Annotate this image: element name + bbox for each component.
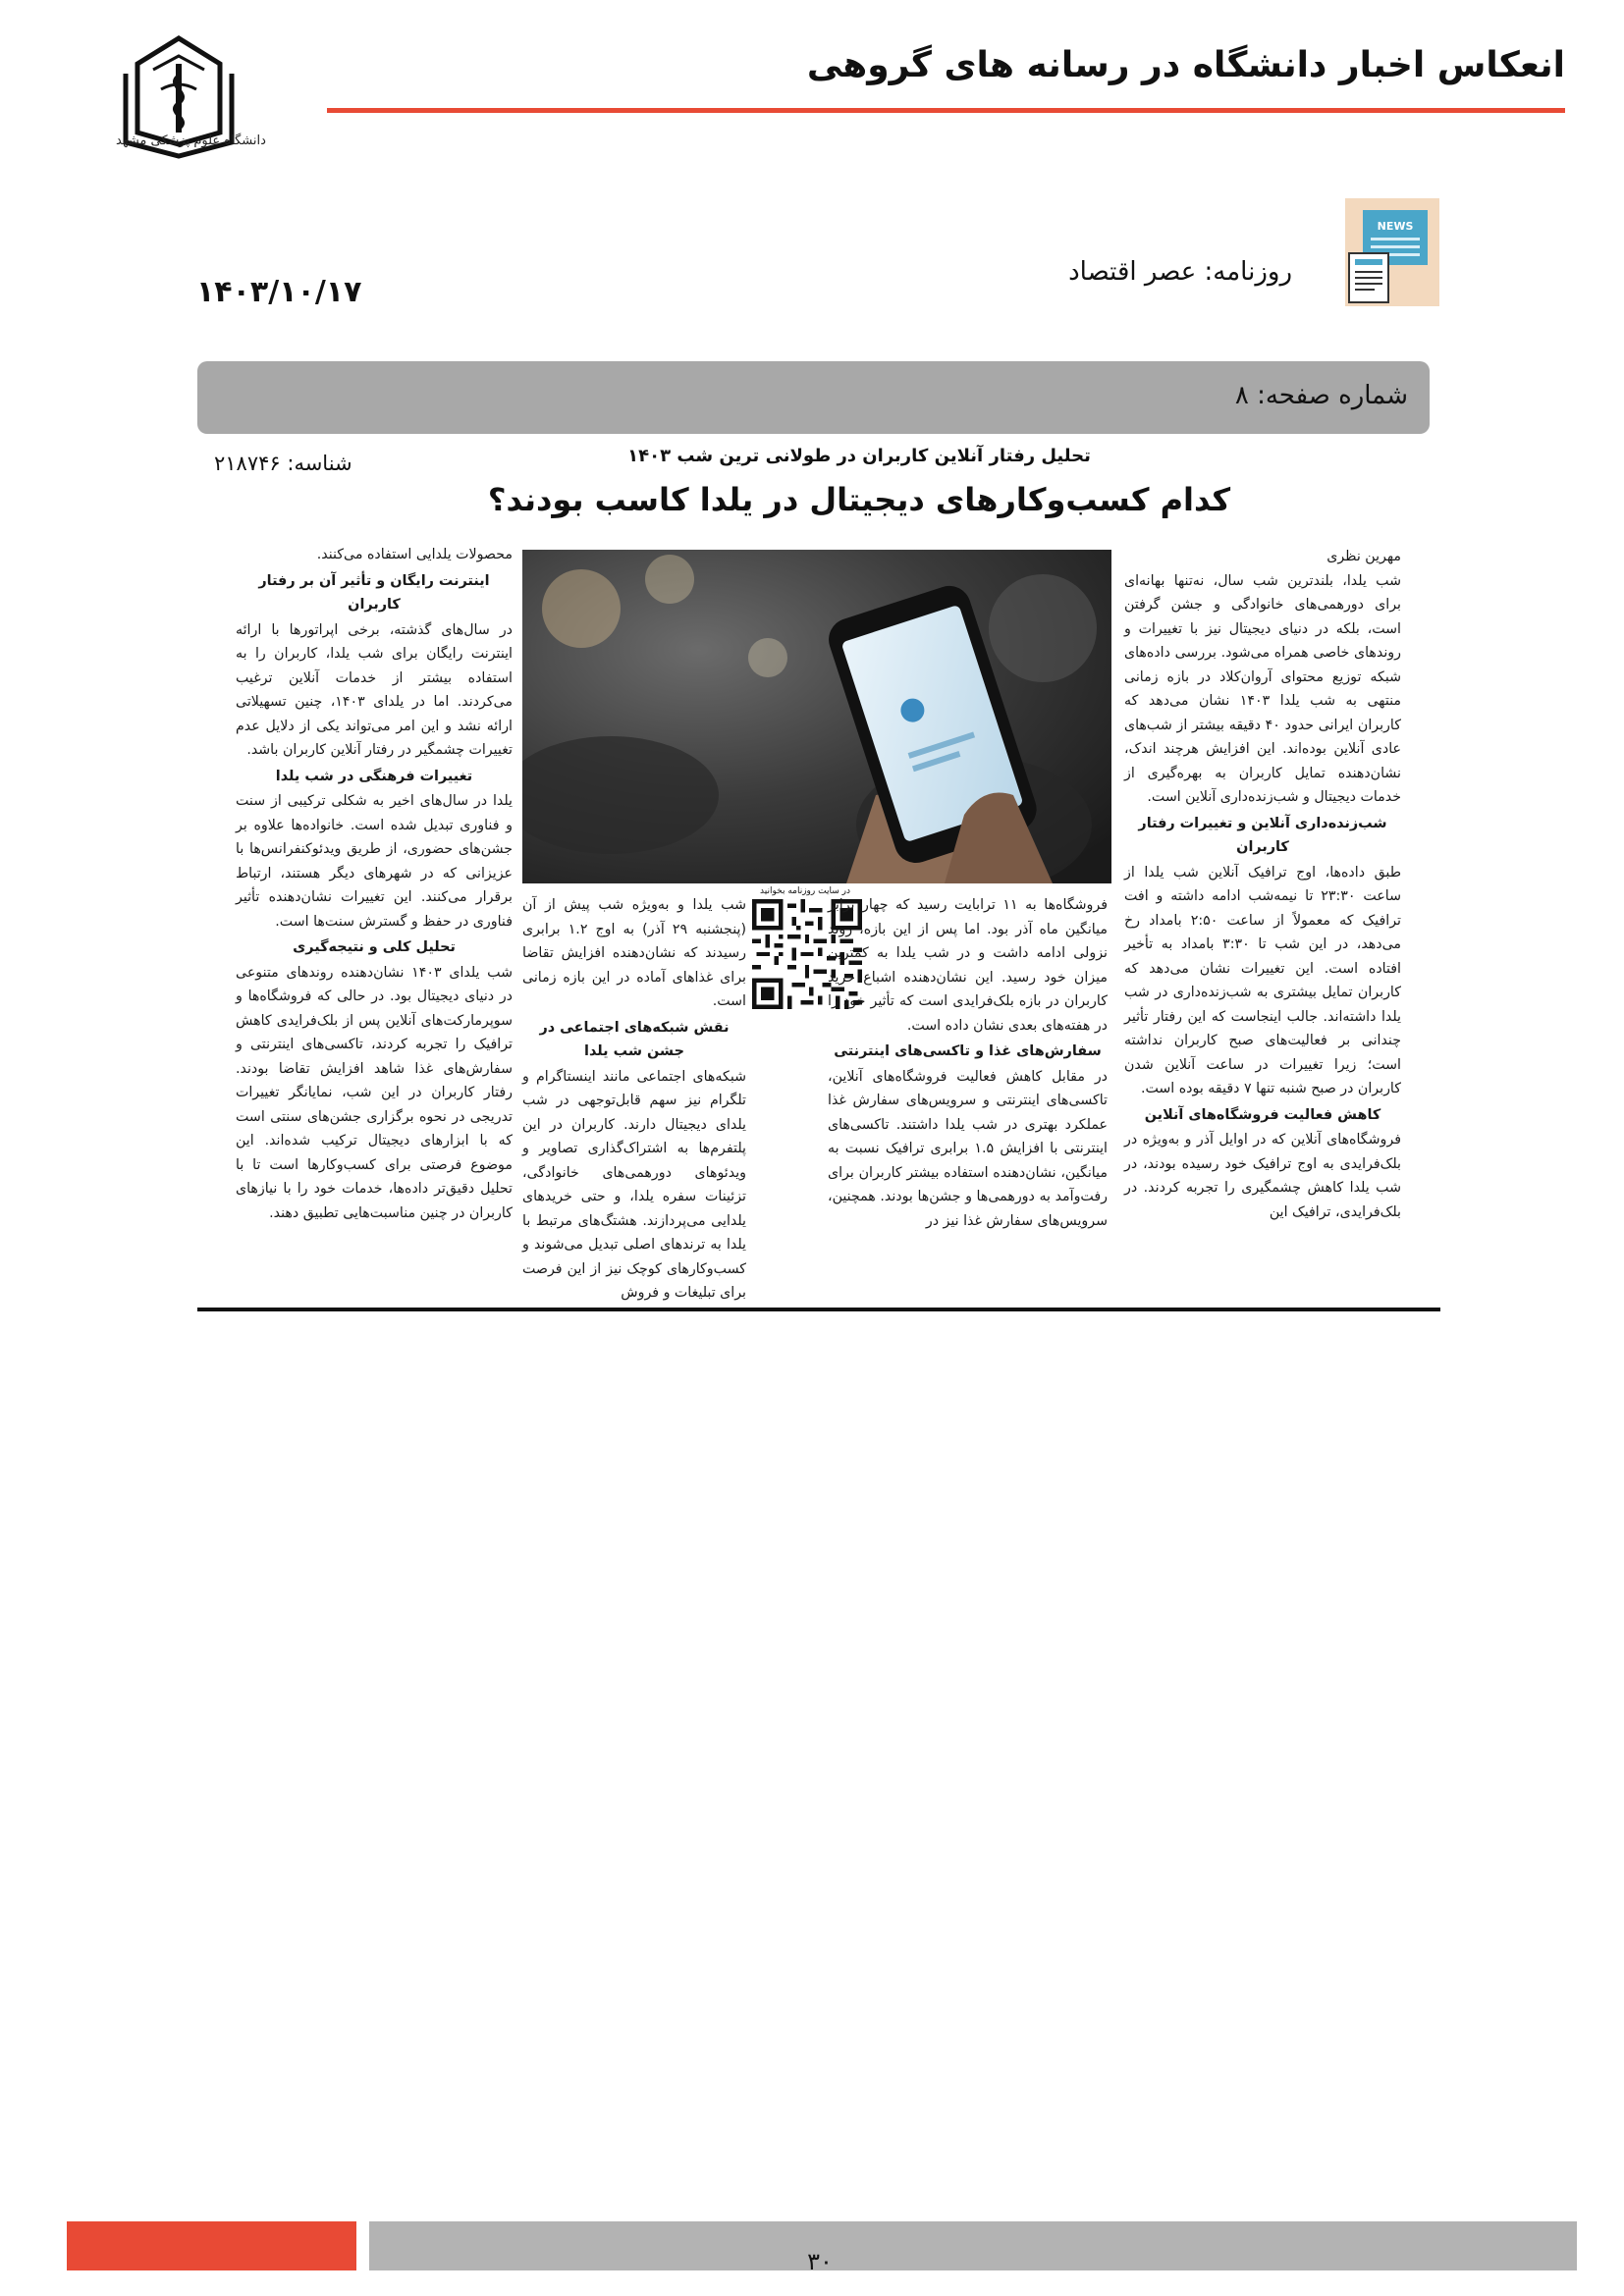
page-number-bar [197, 361, 1430, 434]
footer-bar [369, 2221, 1577, 2270]
logo-text: دانشگاه علوم پزشکی مشهد [116, 133, 266, 148]
article-paragraph: محصولات یلدایی استفاده می‌کنند. [316, 547, 513, 562]
section-heading: اینترنت رایگان و تأثیر آن بر رفتار کاربران [258, 572, 490, 613]
section-heading: تغییرات فرهنگی در شب یلدا [275, 768, 473, 784]
section-heading: نقش شبکه‌های اجتماعی در جشن شب یلدا [539, 1019, 730, 1059]
page-number: ۳۰ [807, 2248, 833, 2275]
article-bottom-rule [197, 1308, 1440, 1311]
article-paragraph: فروشگاه‌ها به ۱۱ ترابایت رسید که چهار برابر میانگین ماه آذر بود. اما پس از این بازه، روند نزولی ادامه داشت و در شب یلدا به کمترین میزان خود رسید. این نشان‌دهنده اشباع خرید کاربران در بازه بلک‌فرایدی است که تأثیر خود را در هفته‌های بعدی نشان داده است. [828, 897, 1108, 1034]
article-column-4 [236, 543, 513, 1225]
publish-date: ۱۴۰۳/۱۰/۱۷ [196, 275, 362, 309]
article-paragraph: در مقابل کاهش فعالیت فروشگاه‌های آنلاین، تاکسی‌های اینترنتی و سرویس‌های سفارش غذا عملکرد بهتری در شب یلدا داشتند. تاکسی‌های اینترنتی با افزایش ۱.۵ برابری ترافیک نسبت به میانگین، نشان‌دهنده استفاده بیشتر کاربران برای رفت‌وآمد به دورهمی‌ها و جشن‌ها بودند. همچنین، سرویس‌های سفارش غذا نیز در [828, 1068, 1108, 1229]
article-paragraph: شب یلدای ۱۴۰۳ نشان‌دهنده روندهای متنوعی در دنیای دیجیتال بود. در حالی که فروشگاه‌ها و سوپرمارکت‌های آنلاین پس از بلک‌فرایدی کاهش ترافیک را تجربه کردند، تاکسی‌های اینترنتی و سفارش‌های غذا شاهد افزایش تقاضا بودند. رفتار کاربران در این شب، نمایانگر تغییرات تدریجی در نحوه برگزاری جشن‌های سنتی است که با ابزارهای دیجیتال ترکیب شده‌اند. این موضوع فرصتی برای کسب‌وکارها است تا با تحلیل دقیق‌تر داده‌ها، خدمات خود را با نیازهای کاربران در چنین مناسبت‌هایی تطبیق دهند. [236, 964, 513, 1221]
article-paragraph: فروشگاه‌های آنلاین که در اوایل آذر و به‌ویژه در بلک‌فرایدی به اوج ترافیک خود رسیده بودند، در شب یلدا کاهش چشمگیری را تجربه کردند. در بلک‌فرایدی، ترافیک این [1124, 1132, 1401, 1220]
section-heading: شب‌زنده‌داری آنلاین و تغییرات رفتار کاربران [1138, 815, 1387, 855]
qr-caption: در سایت روزنامه بخوانید [760, 886, 850, 896]
page-number-label: شماره صفحه: ۸ [1234, 381, 1408, 410]
article-paragraph: شب یلدا، بلندترین شب سال، نه‌تنها بهانه‌ای برای دورهمی‌های خانوادگی و جشن گرفتن است، بلکه در دنیای دیجیتال نیز با تغییرات و روندهای خاصی همراه می‌شود. بررسی داده‌های شبکه توزیع محتوای آروان‌کلاد در بازه زمانی منتهی به شب یلدا ۱۴۰۳ نشان می‌دهد که کاربران ایرانی حدود ۴۰ دقیقه بیشتر از شب‌های عادی آنلاین بوده‌اند. این افزایش هرچند اندک، نشان‌دهنده تمایل کاربران به بهره‌گیری از خدمات دیجیتال و شب‌زنده‌داری آنلاین است. [1124, 572, 1401, 805]
article-column-3 [522, 893, 746, 1306]
article-headline: کدام کسب‌وکارهای دیجیتال در یلدا کاسب بودند؟ [487, 481, 1231, 518]
article-column-2 [828, 893, 1108, 1233]
header-divider [327, 108, 1565, 113]
article-paragraph: یلدا در سال‌های اخیر به شکلی ترکیبی از سنت و فناوری تبدیل شده است. خانواده‌ها علاوه بر جشن‌های حضوری، از طریق ویدئوکنفرانس‌ها با عزیزانی که در شهرهای دیگر هستند، ارتباط برقرار می‌کنند. این تغییرات نشان‌دهنده تأثیر فناوری در حفظ و گسترش سنت‌ها است. [236, 793, 513, 930]
article-paragraph: طبق داده‌ها، اوج ترافیک آنلاین شب یلدا از ساعت ۲۳:۳۰ تا نیمه‌شب ادامه داشته و افت ترافیک که معمولاً از ساعت ۲:۵۰ بامداد رخ می‌دهد، در این شب تا ۳:۳۰ بامداد به تأخیر افتاده است. این تغییرات نشان می‌دهد که کاربران تمایل بیشتری به شب‌زنده‌داری در شب یلدا داشته‌اند. جالب اینجاست که این رفتار تأثیر چندانی بر فعالیت‌های صبح کاربران نداشته است؛ زیرا تغییرات در ساعت آنلاین شدن کاربران در صبح شنبه تنها ۷ دقیقه بوده است. [1124, 864, 1402, 1096]
article-column-1 [1124, 545, 1401, 1224]
section-heading: کاهش فعالیت فروشگاه‌های آنلاین [1144, 1106, 1381, 1123]
article-code: شناسه: ۲۱۸۷۴۶ [214, 452, 352, 475]
article-paragraph: شب یلدا و به‌ویژه شب پیش از آن (پنجشنبه ۲۹ آذر) به اوج ۱.۲ برابری رسیدند که نشان‌دهنده افزایش تقاضا برای غذاهای آماده در این بازه زمانی است. [522, 897, 746, 1009]
news-icon-label: NEWS [1377, 220, 1414, 233]
article-paragraph: شبکه‌های اجتماعی مانند اینستاگرام و تلگرام نیز سهم قابل‌توجهی در شب یلدای دیجیتال دارند. کاربران در این پلتفرم‌ها به اشتراک‌گذاری تصاویر و ویدئوهای دورهمی‌های خانوادگی، تزئینات سفره یلدا، و حتی خریدهای یلدایی می‌پردازند. هشتگ‌های مرتبط با یلدا به ترندهای اصلی تبدیل می‌شوند و کسب‌وکارهای کوچک نیز از این فرصت برای تبلیغات و فروش [522, 1068, 746, 1301]
section-heading: سفارش‌های غذا و تاکسی‌های اینترنتی [834, 1043, 1102, 1059]
header-title: انعکاس اخبار دانشگاه در رسانه های گروهی [806, 45, 1565, 85]
article-author: مهرین نظری [1326, 549, 1401, 564]
newspaper-icon [1345, 198, 1439, 306]
section-heading: تحلیل کلی و نتیجه‌گیری [293, 939, 456, 955]
footer-accent-bar [67, 2221, 356, 2270]
article-photo [522, 550, 1111, 883]
article-kicker: تحلیل رفتار آنلاین کاربران در طولانی ترین شب ۱۴۰۳ [627, 446, 1091, 466]
newspaper-name: روزنامه: عصر اقتصاد [1068, 257, 1292, 287]
article-paragraph: در سال‌های گذشته، برخی اپراتورها با ارائه اینترنت رایگان برای شب یلدا، کاربران را به استفاده بیشتر از خدمات آنلاین ترغیب می‌کردند. اما در یلدای ۱۴۰۳، چنین تسهیلاتی ارائه نشد و این امر می‌تواند یکی از دلایل عدم تغییرات چشمگیر در رفتار آنلاین کاربران باشد. [236, 621, 513, 758]
